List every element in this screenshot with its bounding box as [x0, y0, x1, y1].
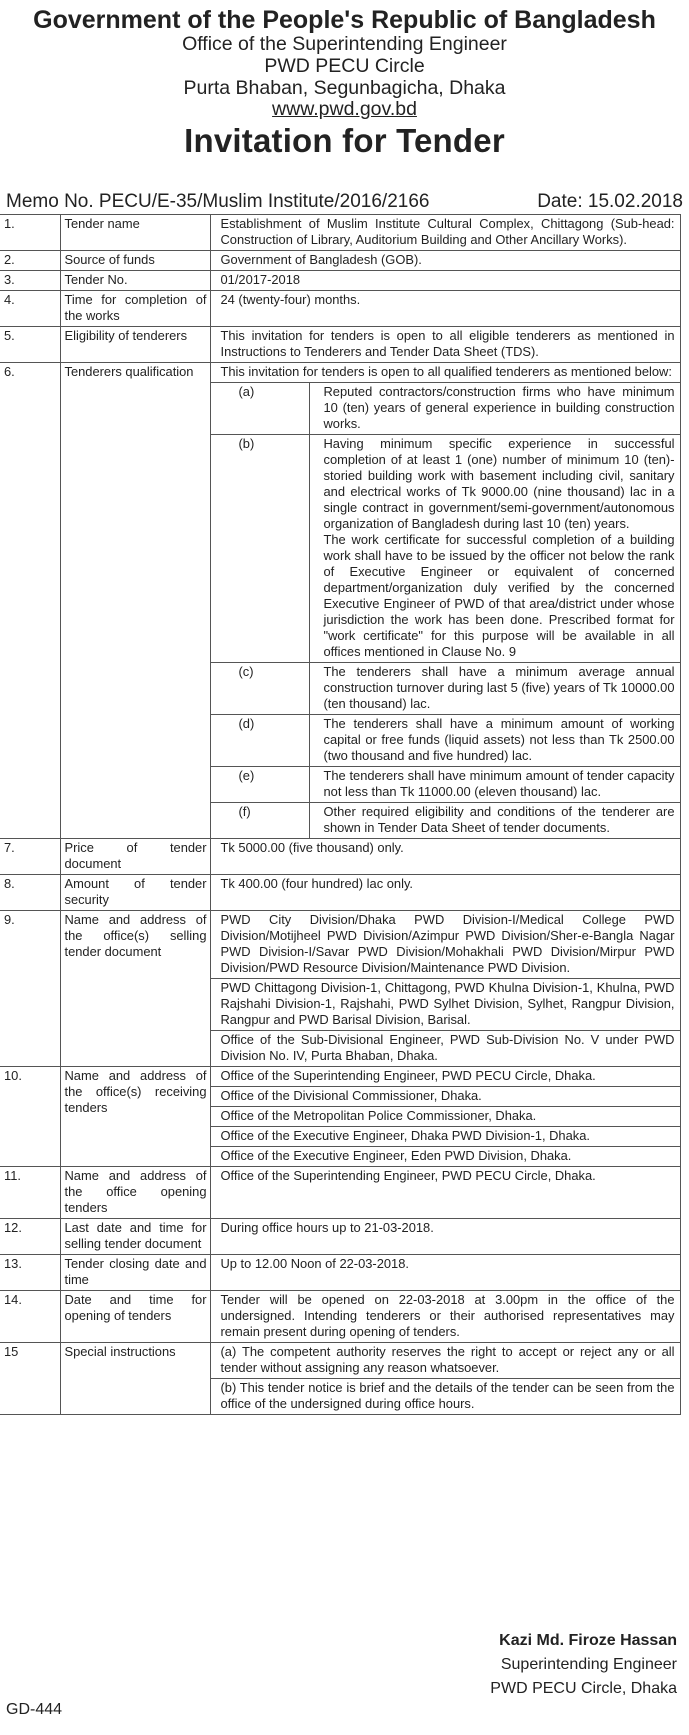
value-entry: Office of the Superintending Engineer, PWD PECU Circle, Dhaka. — [220, 1068, 596, 1083]
value-entry: Government of Bangladesh (GOB). — [220, 252, 422, 267]
value-entry: Tk 400.00 (four hundred) lac only. — [220, 876, 414, 891]
value-entry: 24 (twenty-four) months. — [220, 292, 361, 307]
item-number: 3. — [0, 271, 60, 291]
memo-line — [6, 191, 683, 215]
sub-text-para: Other required eligibility and conditions of the tenderer are shown in Tender Data Sheet of tender documents. — [323, 804, 675, 835]
value-entry: Office of the Superintending Engineer, PWD PECU Circle, Dhaka. — [220, 1168, 596, 1183]
sub-row — [211, 715, 680, 767]
item-number: 1. — [0, 215, 60, 251]
table-row — [0, 271, 680, 291]
item-value — [210, 1291, 680, 1343]
table-row — [0, 1255, 680, 1291]
item-value — [210, 911, 680, 1067]
table-row — [0, 1167, 680, 1219]
item-number: 10. — [0, 1067, 60, 1167]
item-label: Tenderers qualification — [60, 363, 210, 839]
item-value — [210, 215, 680, 251]
table-row — [0, 911, 680, 1067]
item-label: Price of tender document — [60, 839, 210, 875]
item-number: 11. — [0, 1167, 60, 1219]
item-value — [210, 1219, 680, 1255]
value-entry: Tender will be opened on 22-03-2018 at 3.00pm in the office of the undersigned. Intending tenderers or their authorised representatives may remain present during opening of tenders. — [220, 1292, 675, 1339]
table-row — [0, 327, 680, 363]
item-label: Last date and time for selling tender document — [60, 1219, 210, 1255]
page-title: Invitation for Tender — [184, 122, 505, 160]
sub-key: (f) — [211, 803, 310, 839]
sub-row — [211, 435, 680, 663]
footer-code: GD-444 — [6, 1701, 63, 1718]
website-link[interactable]: www.pwd.gov.bd — [272, 98, 417, 121]
sub-text-para: The tenderers shall have a minimum amount of working capital or free funds (liquid assets) not less than Tk 2500.00 (two thousand and five hundred) lac. — [323, 716, 675, 763]
item-value — [210, 839, 680, 875]
sub-text — [309, 803, 680, 839]
item-label: Source of funds — [60, 251, 210, 271]
item-label: Amount of tender security — [60, 875, 210, 911]
sub-text-para: The work certificate for successful completion of a building work shall have to be issued by the officer not below the rank of Executive Engineer or equivalent of concerned department/organization duly verified by the concerned Executive Engineer of PWD of that area/district under whose jurisdiction the work has been done. Prescribed format for "work certificate" for this purpose will be available in all offices mentioned in Clause No. 9 — [323, 532, 675, 659]
item-value — [210, 327, 680, 363]
item-label: Name and address of the office(s) selling tender document — [60, 911, 210, 1067]
value-entry: This invitation for tenders is open to all eligible tenderers as mentioned in Instructions to Tenderers and Tender Data Sheet (TDS). — [220, 328, 675, 359]
item-number: 12. — [0, 1219, 60, 1255]
item-value — [210, 1343, 680, 1415]
table-row — [0, 1067, 680, 1167]
item-label: Time for completion of the works — [60, 291, 210, 327]
table-row — [0, 1343, 680, 1415]
value-entry: Establishment of Muslim Institute Cultural Complex, Chittagong (Sub-head: Construction of Library, Auditorium Building and Other Ancillary Works). — [220, 216, 675, 247]
table-row — [0, 215, 680, 251]
item-number: 7. — [0, 839, 60, 875]
table-row — [0, 875, 680, 911]
sub-text — [309, 435, 680, 663]
sub-text — [309, 767, 680, 803]
sub-text — [309, 715, 680, 767]
item-number: 6. — [0, 363, 60, 839]
table-row — [0, 291, 680, 327]
sub-text-para: The tenderers shall have minimum amount of tender capacity not less than Tk 11000.00 (eleven thousand) lac. — [323, 768, 675, 799]
tender-details-table — [0, 214, 681, 1415]
sub-row — [211, 383, 680, 435]
item-number: 9. — [0, 911, 60, 1067]
item-label: Tender name — [60, 215, 210, 251]
office-address: Purta Bhaban, Segunbagicha, Dhaka — [183, 76, 506, 99]
item-number: 13. — [0, 1255, 60, 1291]
table-row — [0, 1219, 680, 1255]
value-entry: This invitation for tenders is open to all qualified tenderers as mentioned below: — [220, 364, 672, 379]
item-label: Eligibility of tenderers — [60, 327, 210, 363]
item-value — [210, 1067, 680, 1167]
item-number: 8. — [0, 875, 60, 911]
government-name: Government of the People's Republic of Bangladesh — [33, 6, 656, 34]
memo-date: Date: 15.02.2018 — [537, 191, 683, 212]
table-row — [0, 251, 680, 271]
value-entry: PWD City Division/Dhaka PWD Division-I/Medical College PWD Division/Motijheel PWD Division/Azimpur PWD Division/Sher-e-Bangla Nagar PWD Division-I/Savar PWD Division/Mohakhali PWD Division/Mirpur PWD Division/PWD Resource Division/Maintenance PWD Division. — [220, 912, 675, 975]
sub-text-para: Having minimum specific experience in successful completion of at least 1 (one) number of minimum 10 (ten)-storied building work with basement including civil, sanitary and electrical works of Tk 9000.00 (nine thousand) lac in a single contract in government/semi-government/autonomous organization of Bangladesh during last 10 (ten) years. — [323, 436, 675, 531]
sub-row — [211, 663, 680, 715]
sub-key: (b) — [211, 435, 310, 663]
item-label: Special instructions — [60, 1343, 210, 1415]
sub-key: (a) — [211, 383, 310, 435]
notice-header — [0, 6, 689, 160]
sub-text-para: The tenderers shall have a minimum average annual construction turnover during last 5 (five) years of Tk 10000.00 (ten thousand) lac. — [323, 664, 675, 711]
sub-key: (c) — [211, 663, 310, 715]
item-value — [210, 1255, 680, 1291]
sub-key: (e) — [211, 767, 310, 803]
value-entry: 01/2017-2018 — [220, 272, 301, 287]
sub-key: (d) — [211, 715, 310, 767]
value-entry: (a) The competent authority reserves the right to accept or reject any or all tender without assigning any reason whatsoever. — [220, 1344, 675, 1375]
office-name: Office of the Superintending Engineer — [182, 33, 507, 55]
item-value — [210, 363, 680, 839]
table-row — [0, 363, 680, 839]
table-row — [0, 839, 680, 875]
circle-name: PWD PECU Circle — [264, 54, 425, 77]
item-number: 14. — [0, 1291, 60, 1343]
item-number: 2. — [0, 251, 60, 271]
value-entry: Office of the Executive Engineer, Dhaka PWD Division-1, Dhaka. — [211, 1126, 680, 1146]
value-entry: Up to 12.00 Noon of 22-03-2018. — [220, 1256, 409, 1271]
signature-block — [490, 1629, 677, 1701]
item-label: Name and address of the office opening tenders — [60, 1167, 210, 1219]
value-entry: PWD Chittagong Division-1, Chittagong, PWD Khulna Division-1, Khulna, PWD Rajshahi Division-1, Rajshahi, PWD Sylhet Division, Sylhet, Rangpur Division, Rangpur and PWD Barisal Division, Barisal. — [211, 978, 680, 1030]
value-entry: Office of the Executive Engineer, Eden PWD Division, Dhaka. — [211, 1146, 680, 1166]
sub-row — [211, 767, 680, 803]
value-entry: Tk 5000.00 (five thousand) only. — [220, 840, 404, 855]
value-entry: During office hours up to 21-03-2018. — [220, 1220, 434, 1235]
item-value — [210, 1167, 680, 1219]
item-value — [210, 875, 680, 911]
item-number: 4. — [0, 291, 60, 327]
value-entry: Office of the Sub-Divisional Engineer, PWD Sub-Division No. V under PWD Division No. IV, Purta Bhaban, Dhaka. — [211, 1030, 680, 1066]
value-entry: Office of the Divisional Commissioner, Dhaka. — [211, 1086, 680, 1106]
item-number: 15 — [0, 1343, 60, 1415]
signatory-office: PWD PECU Circle, Dhaka — [490, 1680, 677, 1697]
signatory-name: Kazi Md. Firoze Hassan — [499, 1632, 677, 1649]
item-label: Name and address of the office(s) receiving tenders — [60, 1067, 210, 1167]
table-row — [0, 1291, 680, 1343]
item-number: 5. — [0, 327, 60, 363]
item-label: Date and time for opening of tenders — [60, 1291, 210, 1343]
signatory-designation: Superintending Engineer — [500, 1656, 677, 1673]
item-value — [210, 291, 680, 327]
value-entry: (b) This tender notice is brief and the details of the tender can be seen from the office of the undersigned during office hours. — [211, 1378, 680, 1414]
qualification-subtable — [211, 382, 680, 838]
item-label: Tender closing date and time — [60, 1255, 210, 1291]
memo-number: Memo No. PECU/E-35/Muslim Institute/2016/2166 — [6, 191, 430, 212]
value-entry: Office of the Metropolitan Police Commissioner, Dhaka. — [211, 1106, 680, 1126]
item-label: Tender No. — [60, 271, 210, 291]
sub-text — [309, 383, 680, 435]
sub-text — [309, 663, 680, 715]
item-value — [210, 251, 680, 271]
item-value — [210, 271, 680, 291]
sub-text-para: Reputed contractors/construction firms who have minimum 10 (ten) years of general experience in building construction works. — [323, 384, 675, 431]
sub-row — [211, 803, 680, 839]
